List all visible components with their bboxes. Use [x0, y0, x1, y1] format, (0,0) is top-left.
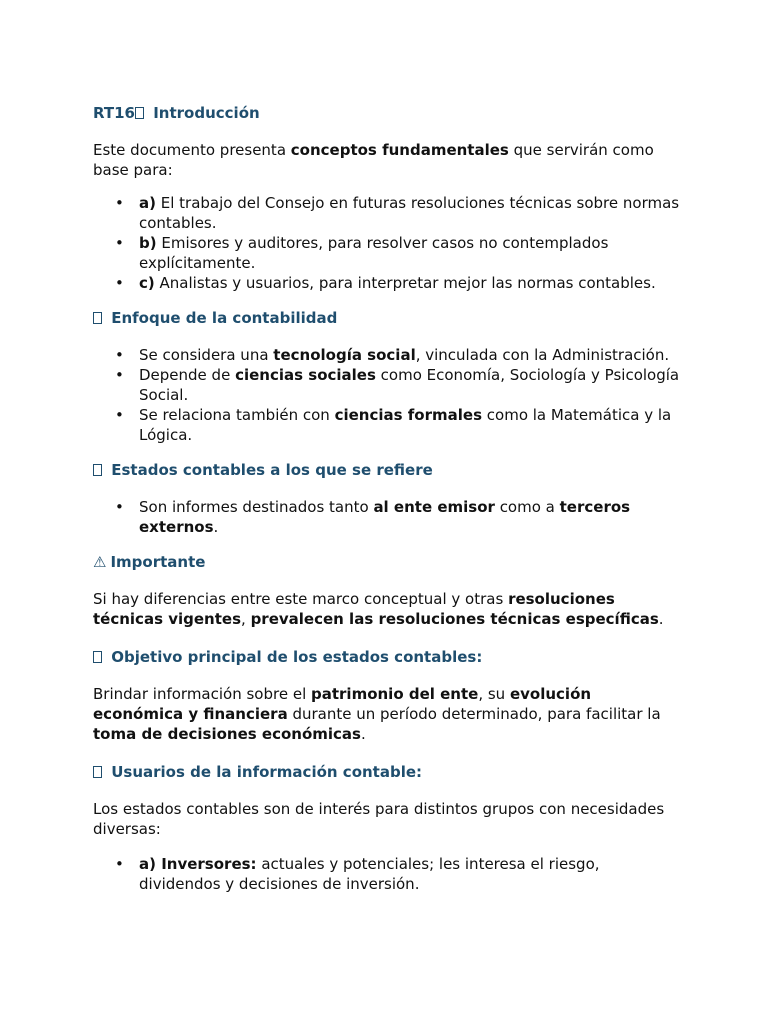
text-run: como la Matemática y la Lógica. — [139, 406, 672, 444]
enfoque-list — [93, 345, 683, 445]
heading-text: Enfoque de la contabilidad — [111, 309, 338, 327]
missing-glyph-icon — [93, 651, 102, 663]
heading-text: Usuarios de la información contable: — [111, 763, 423, 781]
text-run: como a — [494, 498, 560, 516]
text-run: . — [213, 518, 219, 536]
bold-text: ciencias formales — [334, 406, 483, 424]
missing-glyph-icon — [135, 107, 144, 119]
heading-text: Importante — [110, 553, 206, 571]
warning-icon: ⚠ — [93, 553, 107, 571]
importante-paragraph — [93, 589, 683, 629]
text-run: Los estados contables son de interés para distintos grupos con necesidades diversas: — [93, 800, 665, 838]
list-item — [139, 365, 683, 405]
usuarios-paragraph — [93, 799, 683, 839]
intro-list — [93, 193, 683, 293]
estados-list — [93, 497, 683, 537]
text-run: actuales y potenciales; les interesa el riesgo, dividendos y decisiones de inversión. — [139, 855, 600, 893]
missing-glyph-icon — [93, 312, 102, 324]
heading-text: Introducción — [153, 104, 260, 122]
text-run: Emisores y auditores, para resolver casos no contemplados explícitamente. — [139, 234, 609, 272]
bold-text: patrimonio del ente — [311, 685, 479, 703]
text-run: Se considera una — [139, 346, 274, 364]
text-run: Brindar información sobre el — [93, 685, 311, 703]
text-run: . — [658, 610, 664, 628]
list-item — [139, 497, 683, 537]
bold-text: conceptos fundamentales — [290, 141, 509, 159]
text-run: Analistas y usuarios, para interpretar mejor las normas contables. — [154, 274, 656, 292]
bold-text: b) — [139, 234, 157, 252]
heading-objetivo — [93, 647, 683, 667]
intro-paragraph — [93, 140, 683, 180]
bold-text: toma de decisiones económicas — [93, 725, 361, 743]
list-item — [139, 405, 683, 445]
list-item — [139, 345, 683, 365]
list-item — [139, 273, 683, 293]
bold-text: ciencias sociales — [235, 366, 376, 384]
bold-text: tecnología social — [273, 346, 416, 364]
text-run: , su — [478, 685, 510, 703]
text-run: El trabajo del Consejo en futuras resoluciones técnicas sobre normas contables. — [139, 194, 680, 232]
list-item — [139, 233, 683, 273]
document-body — [93, 103, 683, 909]
text-run: Si hay diferencias entre este marco conceptual y otras — [93, 590, 509, 608]
bold-text: evolución económica y financiera — [93, 685, 592, 723]
text-run: que servirán como base para: — [93, 141, 654, 179]
missing-glyph-icon — [93, 464, 102, 476]
bold-text: a) — [139, 194, 156, 212]
text-run: Son informes destinados tanto — [139, 498, 374, 516]
list-item — [139, 193, 683, 233]
text-run: Se relaciona también con — [139, 406, 335, 424]
bold-text: resoluciones técnicas vigentes — [93, 590, 615, 628]
usuarios-list — [93, 854, 683, 894]
text-run: , — [241, 610, 251, 628]
heading-importante — [93, 552, 683, 572]
heading-enfoque — [93, 308, 683, 328]
objetivo-paragraph — [93, 684, 683, 744]
list-item — [139, 854, 683, 894]
text-run: . — [360, 725, 366, 743]
heading-estados — [93, 460, 683, 480]
heading-text: Objetivo principal de los estados contables: — [111, 648, 483, 666]
bold-text: a) Inversores: — [139, 855, 257, 873]
bold-text: prevalecen las resoluciones técnicas específicas — [250, 610, 659, 628]
text-run: , vinculada con la Administración. — [415, 346, 670, 364]
missing-glyph-icon — [93, 766, 102, 778]
heading-prefix: RT16 — [93, 104, 135, 122]
heading-usuarios — [93, 762, 683, 782]
heading-introduccion — [93, 103, 683, 123]
text-run: Este documento presenta — [93, 141, 291, 159]
heading-text: Estados contables a los que se refiere — [111, 461, 433, 479]
text-run: durante un período determinado, para facilitar la — [287, 705, 661, 723]
text-run: como Economía, Sociología y Psicología Social. — [139, 366, 680, 404]
text-run: Depende de — [139, 366, 236, 384]
bold-text: terceros externos — [139, 498, 631, 536]
bold-text: al ente emisor — [373, 498, 495, 516]
bold-text: c) — [139, 274, 155, 292]
